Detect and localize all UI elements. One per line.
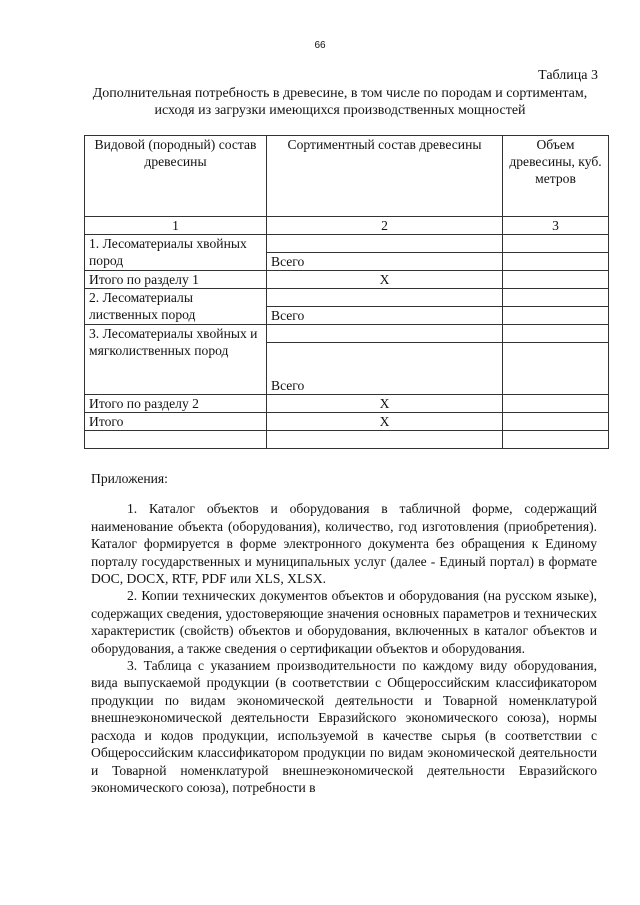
table-row	[85, 235, 609, 253]
empty-cell	[267, 325, 503, 343]
table-caption: Дополнительная потребность в древесине, в том числе по породам и сортиментам, исходя из загрузки имеющихся производственных мощностей	[92, 86, 588, 118]
row-conifer: 1. Лесоматериалы хвойных пород	[85, 235, 267, 271]
empty-cell	[503, 253, 609, 271]
table-row	[85, 413, 609, 431]
header-assortment: Сортиментный состав древесины	[267, 136, 503, 217]
empty-cell	[503, 431, 609, 449]
table-row	[85, 395, 609, 413]
empty-cell	[503, 325, 609, 343]
col-number-2: 2	[267, 217, 503, 235]
page-number: 66	[314, 40, 326, 51]
column-number-row	[85, 217, 609, 235]
x-mark: X	[267, 395, 503, 413]
header-volume: Объем древесины, куб. метров	[503, 136, 609, 217]
empty-cell	[267, 289, 503, 307]
col-number-3: 3	[503, 217, 609, 235]
table-row	[85, 271, 609, 289]
empty-cell	[503, 413, 609, 431]
row-mixed: 3. Лесоматериалы хвойных и мягколиственных пород	[85, 325, 267, 395]
table-row	[85, 289, 609, 307]
empty-cell	[503, 343, 609, 395]
total-label: Всего	[267, 307, 503, 325]
wood-demand-table	[84, 135, 609, 449]
header-species: Видовой (породный) состав древесины	[85, 136, 267, 217]
empty-cell	[503, 235, 609, 253]
total-label: Всего	[267, 343, 503, 395]
appendix-item-2: 2. Копии технических документов объектов и оборудования (на русском языке), содержащих сведения, удостоверяющие значения основных параметров и технических характеристик (свойств) объектов и оборудования, включенных в каталог объектов и оборудования, а также сведения о сертификации объектов и оборудования.	[91, 588, 597, 656]
empty-cell	[503, 395, 609, 413]
x-mark: X	[267, 413, 503, 431]
table-row	[85, 325, 609, 343]
appendix-item-3: 3. Таблица с указанием производительности по каждому виду оборудования, вида выпускаемой продукции (в соответствии с Общероссийским классификатором продукции по видам экономической деятельности и Товарной номенклатурой внешнеэкономической деятельности Евразийского экономического союза), нормы расхода и кодов продукции, используемой в качестве сырья (в соответствии с Общероссийским классификатором продукции по видам экономической деятельности и Товарной номенклатурой внешнеэкономической деятельности Евразийского экономического союза), потребности в	[91, 658, 597, 795]
empty-cell	[85, 431, 267, 449]
empty-cell	[503, 289, 609, 307]
col-number-1: 1	[85, 217, 267, 235]
appendix-section	[91, 470, 597, 796]
row-total-section-2: Итого по разделу 2	[85, 395, 267, 413]
row-total-section-1: Итого по разделу 1	[85, 271, 267, 289]
empty-cell	[503, 271, 609, 289]
table-row	[85, 431, 609, 449]
empty-cell	[267, 235, 503, 253]
row-deciduous: 2. Лесоматериалы лиственных пород	[85, 289, 267, 325]
appendix-title: Приложения:	[91, 471, 168, 486]
table-label: Таблица 3	[538, 68, 598, 83]
empty-cell	[503, 307, 609, 325]
total-label: Всего	[267, 253, 503, 271]
row-grand-total: Итого	[85, 413, 267, 431]
empty-cell	[267, 431, 503, 449]
x-mark: X	[267, 271, 503, 289]
appendix-item-1: 1. Каталог объектов и оборудования в табличной форме, содержащий наименование объекта (оборудования), количество, год изготовления (приобретения). Каталог формируется в форме электронного документа без обращения к Единому порталу государственных и муниципальных услуг (далее - Единый портал) в формате DOC, DOCX, RTF, PDF или XLS, XLSX.	[91, 501, 597, 587]
table-header-row	[85, 136, 609, 217]
